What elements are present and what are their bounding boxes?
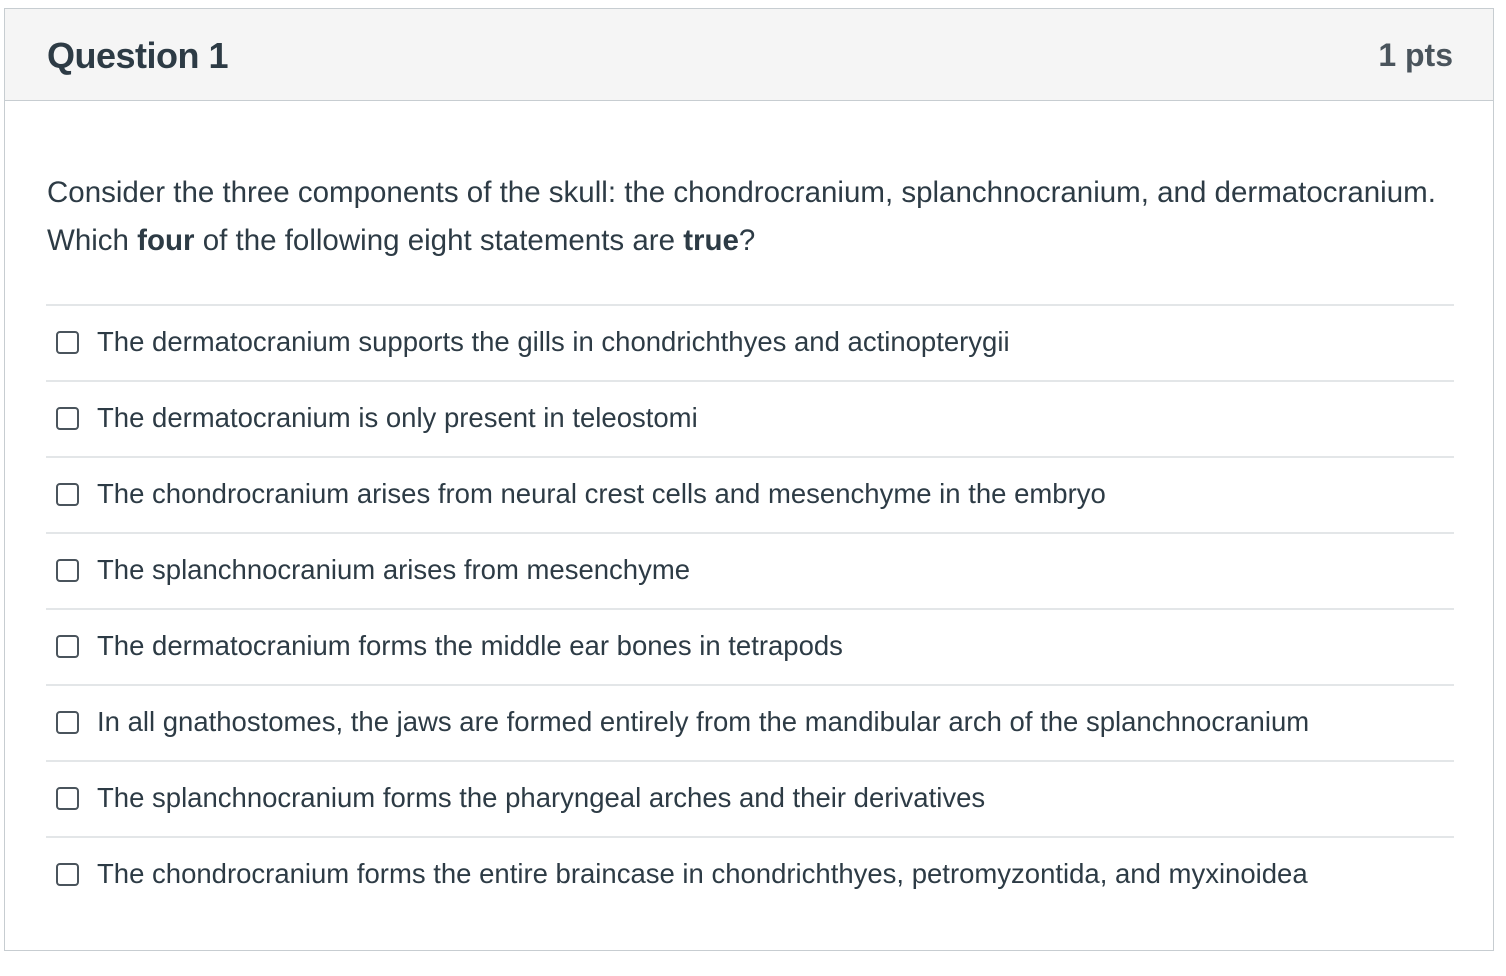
question-header bbox=[5, 9, 1493, 101]
answer-option[interactable] bbox=[46, 304, 1454, 380]
answer-label[interactable]: In all gnathostomes, the jaws are formed entirely from the mandibular arch of the splanchnocranium bbox=[97, 706, 1310, 737]
answer-checkbox[interactable] bbox=[56, 635, 79, 658]
answer-label[interactable]: The splanchnocranium arises from mesenchyme bbox=[97, 554, 691, 585]
question-points: 1 pts bbox=[1378, 37, 1453, 73]
question-text-part: Consider the three components of the skull: the chondrocranium, splanchnocranium, and dermatocranium. Which bbox=[47, 176, 1436, 257]
question-text-part: ? bbox=[738, 224, 756, 257]
answer-list bbox=[46, 304, 1454, 912]
question-text bbox=[47, 169, 1467, 265]
question-card bbox=[4, 8, 1494, 951]
answer-option[interactable] bbox=[46, 380, 1454, 456]
answer-checkbox[interactable] bbox=[56, 863, 79, 886]
answer-option[interactable] bbox=[46, 684, 1454, 760]
answer-option[interactable] bbox=[46, 760, 1454, 836]
answer-label[interactable]: The chondrocranium forms the entire braincase in chondrichthyes, petromyzontida, and myxinoidea bbox=[97, 858, 1308, 889]
answer-option[interactable] bbox=[46, 456, 1454, 532]
answer-label[interactable]: The dermatocranium forms the middle ear bones in tetrapods bbox=[97, 630, 843, 661]
answer-label[interactable]: The dermatocranium supports the gills in chondrichthyes and actinopterygii bbox=[97, 326, 1010, 357]
question-title: Question 1 bbox=[47, 35, 229, 76]
answer-checkbox[interactable] bbox=[56, 331, 79, 354]
answer-checkbox[interactable] bbox=[56, 787, 79, 810]
answer-label[interactable]: The dermatocranium is only present in teleostomi bbox=[97, 402, 698, 433]
answer-label[interactable]: The chondrocranium arises from neural crest cells and mesenchyme in the embryo bbox=[97, 478, 1106, 509]
answer-checkbox[interactable] bbox=[56, 483, 79, 506]
question-text-emphasis: true bbox=[683, 224, 739, 257]
answer-option[interactable] bbox=[46, 836, 1454, 912]
answer-option[interactable] bbox=[46, 608, 1454, 684]
answer-option[interactable] bbox=[46, 532, 1454, 608]
question-text-part: of the following eight statements are bbox=[194, 224, 684, 257]
question-text-emphasis: four bbox=[137, 224, 195, 257]
answer-checkbox[interactable] bbox=[56, 559, 79, 582]
answer-checkbox[interactable] bbox=[56, 711, 79, 734]
answer-checkbox[interactable] bbox=[56, 407, 79, 430]
answer-label[interactable]: The splanchnocranium forms the pharyngeal arches and their derivatives bbox=[97, 782, 986, 813]
